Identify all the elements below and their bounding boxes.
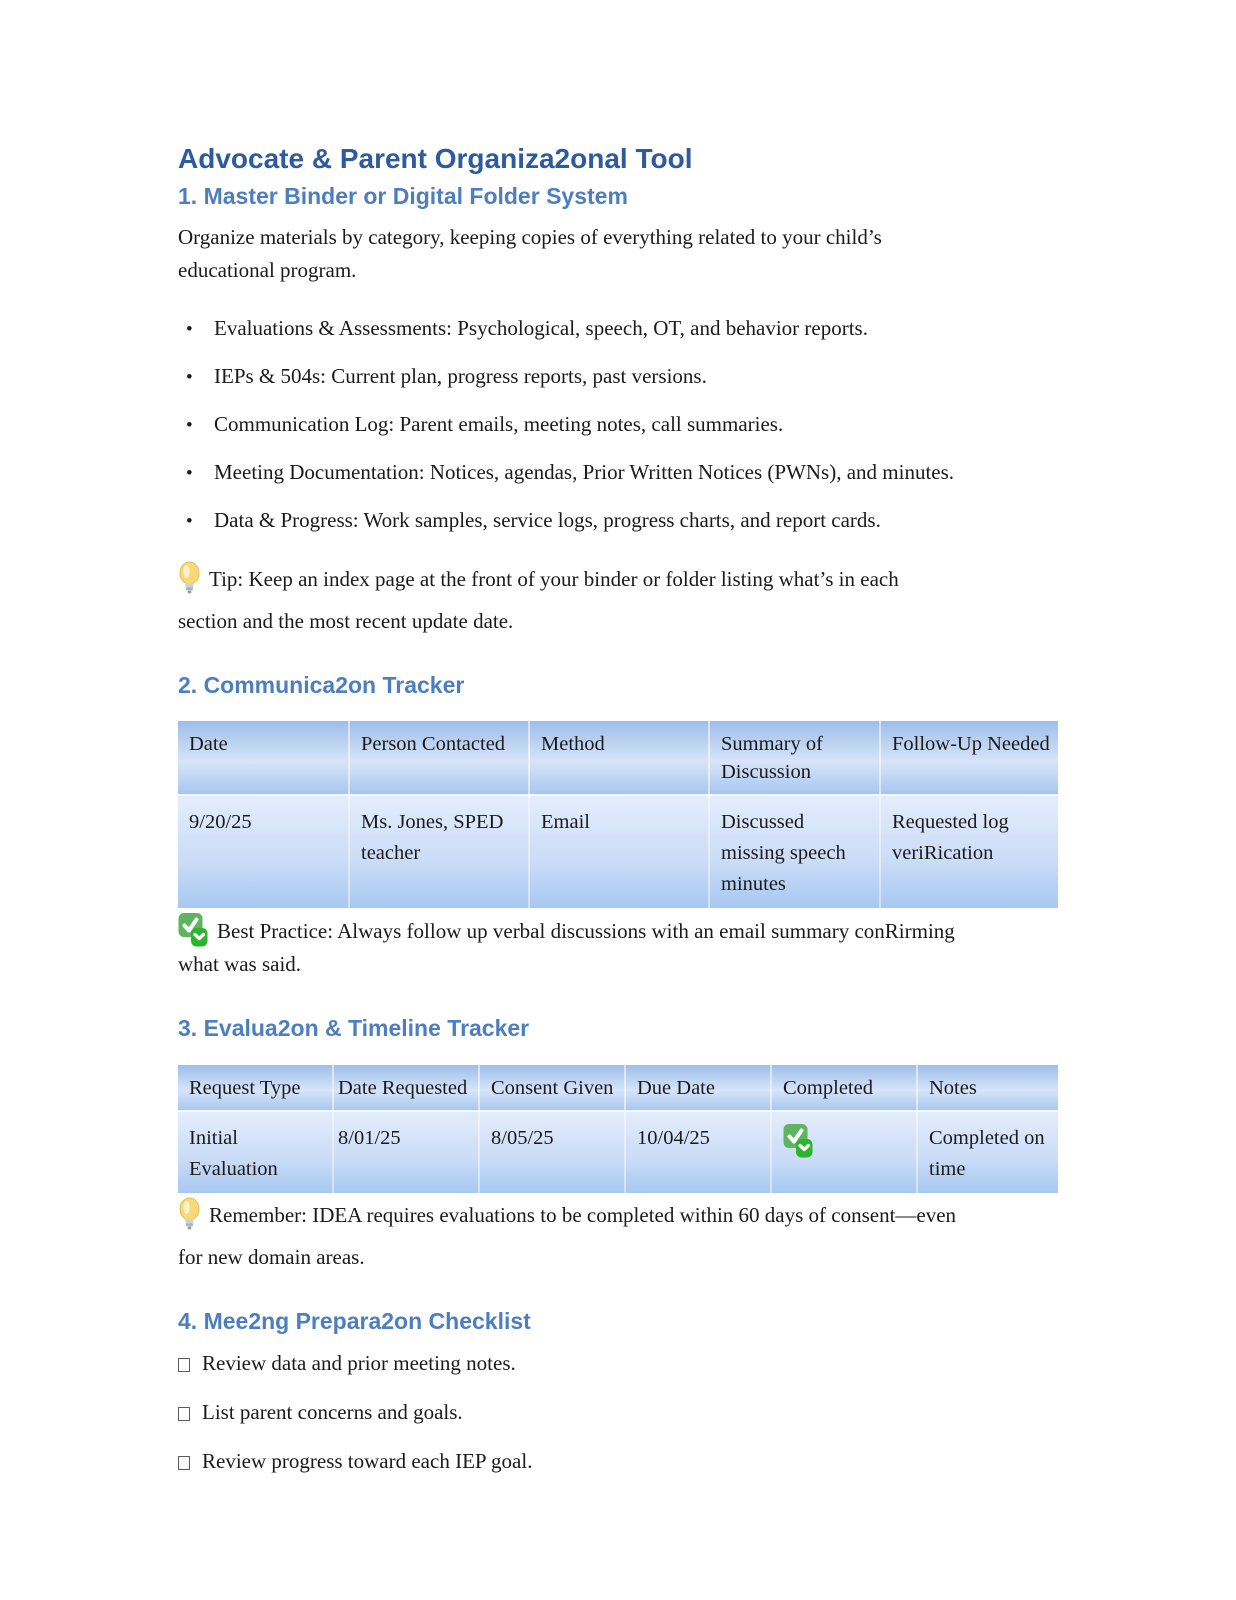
list-item-text: IEPs & 504s: Current plan, progress reports, past versions. [214,363,707,388]
list-item [178,313,1058,345]
checkbox-empty-icon [178,1407,190,1421]
cell-method: Email [529,795,709,908]
col-header-due-date: Due Date [625,1065,771,1111]
checkbox-empty-icon [178,1456,190,1470]
remember-note [178,1197,1058,1274]
table-row [178,1111,1058,1193]
cell-due-date: 10/04/25 [625,1111,771,1193]
cell-notes: Completed on time [929,1126,1045,1180]
best-practice-note [178,912,1058,981]
cell-summary: Discussed missing speech minutes [709,795,880,908]
cell-request-type: Initial Evaluation [178,1111,333,1193]
remember-line-1: Remember: IDEA requires evaluations to be completed within 60 days of consent—even [209,1202,957,1227]
list-item-text: Communication Log: Parent emails, meeting notes, call summaries. [214,411,784,436]
remember-line-2: for new domain areas. [178,1244,365,1269]
table-header-row [178,721,1058,795]
page-title: Advocate & Parent Organiza2onal Tool [178,143,693,174]
section-1-intro [178,221,1058,287]
checklist-item-text: Review data and prior meeting notes. [202,1350,516,1375]
cell-consent-given: 8/05/25 [479,1111,625,1193]
col-header-followup: Follow-Up Needed [880,721,1058,795]
best-practice-line-1: Best Practice: Always follow up verbal discussions with an email summary conRirming [217,919,955,944]
tip-line-2: section and the most recent update date. [178,608,514,633]
cell-person: Ms. Jones, SPED teacher [349,795,529,908]
bullet-dot: • [186,414,193,436]
col-header-date: Date [178,721,349,795]
section-1-heading: 1. Master Binder or Digital Folder System [178,183,628,210]
checklist-item-text: List parent concerns and goals. [202,1399,463,1424]
bullet-dot: • [186,510,193,532]
col-header-method: Method [529,721,709,795]
check-badge-icon [178,912,209,947]
cell-date-requested: 8/01/25 [333,1111,479,1193]
cell-followup: Requested log veriRication [892,811,1009,865]
list-item [178,505,1058,537]
cell-date: 9/20/25 [178,795,349,908]
col-header-date-requested: Date Requested [333,1065,479,1111]
evaluation-timeline-table [178,1065,1058,1193]
list-item [178,457,1058,489]
list-item-text: Data & Progress: Work samples, service logs, progress charts, and report cards. [214,507,881,532]
list-item-text: Meeting Documentation: Notices, agendas, Prior Written Notices (PWNs), and minutes. [214,459,955,484]
list-item-text: Evaluations & Assessments: Psychological, speech, OT, and behavior reports. [214,315,868,340]
lightbulb-icon [178,561,201,605]
intro-line-2: educational program. [178,257,357,282]
bullet-dot: • [186,462,193,484]
checklist-item [178,1348,1058,1378]
table-row [178,795,1058,908]
col-header-completed: Completed [771,1065,917,1111]
lightbulb-icon [178,1197,201,1241]
meeting-prep-checklist [178,1348,1058,1476]
list-item [178,361,1058,393]
tip-note [178,561,1058,638]
intro-line-1: Organize materials by category, keeping copies of everything related to your child’s [178,224,882,249]
bullet-dot: • [186,318,193,340]
col-header-request-type: Request Type [178,1065,333,1111]
communication-tracker-table [178,721,1058,908]
bullet-dot: • [186,366,193,388]
col-header-summary: Summary of Discussion [709,721,880,795]
section-4-heading: 4. Mee2ng Prepara2on Checklist [178,1307,531,1334]
checklist-item-text: Review progress toward each IEP goal. [202,1448,533,1473]
check-badge-icon [783,1123,814,1158]
binder-category-list [178,313,1058,537]
section-3-heading: 3. Evalua2on & Timeline Tracker [178,1015,530,1042]
table-header-row [178,1065,1058,1111]
list-item [178,409,1058,441]
checklist-item [178,1397,1058,1427]
cell-completed [771,1111,917,1193]
col-header-consent-given: Consent Given [479,1065,625,1111]
col-header-notes: Notes [917,1065,1058,1111]
tip-line-1: Tip: Keep an index page at the front of your binder or folder listing what’s in each [209,566,899,591]
best-practice-line-2: what was said. [178,952,302,977]
col-header-person-contacted: Person Contacted [349,721,529,795]
checkbox-empty-icon [178,1358,190,1372]
section-2-heading: 2. Communica2on Tracker [178,671,465,698]
checklist-item [178,1446,1058,1476]
